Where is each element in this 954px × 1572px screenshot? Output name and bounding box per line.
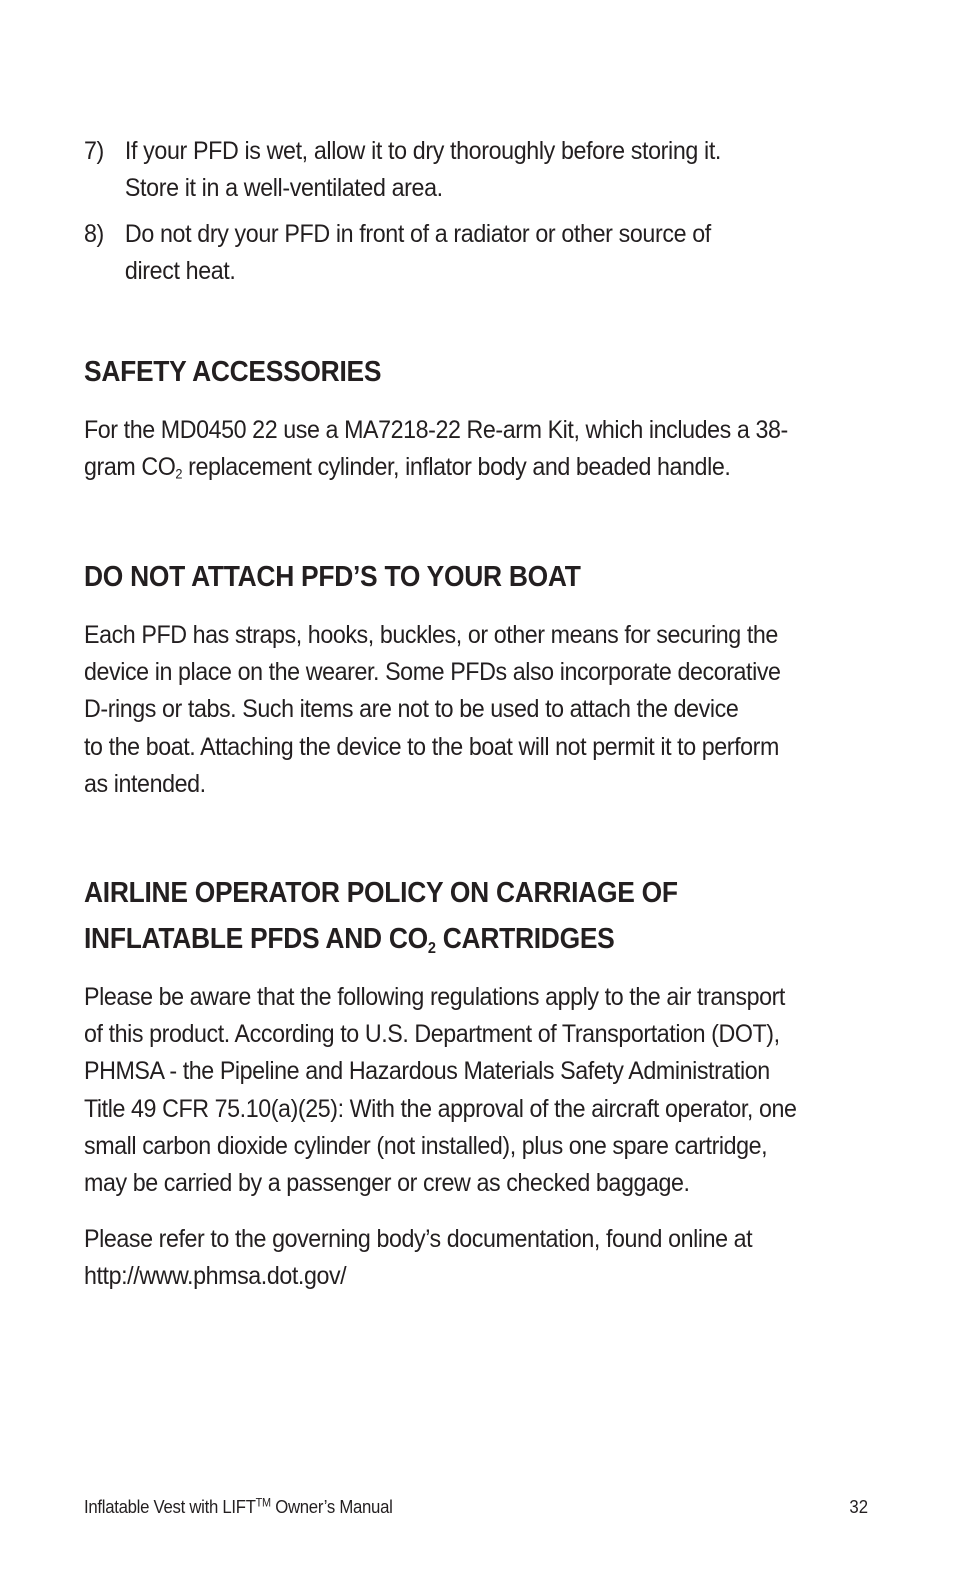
url-text: http://www.phmsa.dot.gov/ [84,1262,347,1291]
airline-policy-paragraph-2 [84,1221,875,1295]
list-text-line: Do not dry your PFD in front of a radiator or other source of [124,220,711,248]
text-fragment: CARTRIDGES [435,923,615,955]
paragraph-line: Please be aware that the following regulations apply to the air transport [84,983,785,1011]
heading-line: AIRLINE OPERATOR POLICY ON CARRIAGE OF [84,877,678,909]
text-fragment: INFLATABLE PFDS AND CO [84,923,428,955]
page-number: 32 [849,1497,868,1517]
paragraph-line: to the boat. Attaching the device to the boat will not permit it to perform [84,732,779,761]
subscript: 2 [175,466,183,482]
paragraph-line: Each PFD has straps, hooks, buckles, or other means for securing the [84,621,778,649]
paragraph-line: PHMSA - the Pipeline and Hazardous Materials Safety Administration [84,1057,770,1086]
subscript: 2 [427,939,436,957]
footer-manual-title [84,1493,393,1521]
list-text-line: direct heat. [124,257,236,285]
do-not-attach-paragraph [84,617,875,803]
section-heading-do-not-attach: DO NOT ATTACH PFD’S TO YOUR BOAT [84,561,581,593]
paragraph-line: of this product. According to U.S. Department of Transportation (DOT), [84,1020,780,1049]
list-text-line: If your PFD is wet, allow it to dry thoroughly before storing it. [124,137,722,165]
paragraph-line: may be carried by a passenger or crew as checked baggage. [84,1169,690,1198]
paragraph-line: D-rings or tabs. Such items are not to be used to attach the device [84,695,739,724]
section-heading-airline-policy [84,870,848,962]
paragraph-line: Title 49 CFR 75.10(a)(25): With the approval of the aircraft operator, one [84,1094,797,1123]
safety-accessories-paragraph [84,412,875,486]
text-fragment: Owner’s Manual [270,1497,393,1517]
list-item-7 [84,133,819,207]
trademark-superscript: TM [255,1496,271,1510]
paragraph-line: Please refer to the governing body’s documentation, found online at [84,1225,753,1253]
text-fragment: gram CO [84,453,176,482]
paragraph-line [84,453,730,481]
text-fragment: Inflatable Vest with LIFT [84,1497,256,1517]
paragraph-line: device in place on the wearer. Some PFDs also incorporate decorative [84,658,781,687]
list-number: 7) [84,137,104,165]
list-number: 8) [84,220,104,248]
airline-policy-paragraph-1 [84,979,875,1202]
heading-line [84,923,615,955]
paragraph-line: as intended. [84,769,206,798]
section-heading-safety-accessories: SAFETY ACCESSORIES [84,356,382,388]
paragraph-line: small carbon dioxide cylinder (not installed), plus one spare cartridge, [84,1131,768,1160]
text-fragment: replacement cylinder, inflator body and beaded handle. [182,453,731,482]
list-text-line: Store it in a well-ventilated area. [124,174,443,202]
list-item-8 [84,216,819,290]
page-footer [84,1493,868,1521]
paragraph-line: For the MD0450 22 use a MA7218-22 Re-arm Kit, which includes a 38- [84,416,788,444]
